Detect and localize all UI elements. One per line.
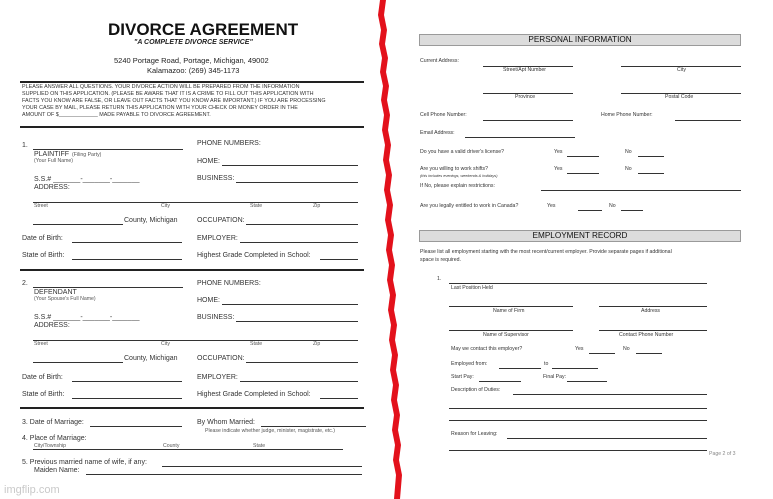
instructions-line: FACTS YOU KNOW ARE FALSE, OR LEAVE OUT FACTS THAT YOU KNOW ARE IMPORTANT.) IF YOU ARE PROCESSING: [22, 98, 326, 104]
ss-field[interactable]: S.S.# _______-_______-_______: [34, 314, 140, 321]
form-title: DIVORCE AGREEMENT: [108, 20, 299, 39]
shifts-no: No: [625, 166, 632, 172]
may-contact-no: No: [623, 346, 630, 352]
address-line[interactable]: [33, 202, 358, 203]
personal-info-header: PERSONAL INFORMATION: [419, 34, 741, 46]
home-phone-line[interactable]: [675, 120, 741, 121]
red-tear-divider: [372, 0, 406, 499]
final-pay-line[interactable]: [567, 381, 607, 382]
occupation-label: OCCUPATION:: [197, 217, 245, 224]
dob-line[interactable]: [72, 242, 182, 243]
phone-numbers-label: PHONE NUMBERS:: [197, 280, 261, 287]
duties-line[interactable]: [449, 408, 707, 409]
by-whom-note: Please indicate whether judge, minister, magistrate, etc.): [205, 428, 336, 434]
start-pay-line[interactable]: [479, 381, 521, 382]
employed-to-line[interactable]: [552, 368, 598, 369]
city-caption: City: [161, 341, 170, 347]
occupation-line[interactable]: [246, 224, 358, 225]
employed-from-line[interactable]: [499, 368, 541, 369]
shifts-question: Are you willing to work shifts?: [420, 166, 489, 172]
may-contact-no-line[interactable]: [636, 353, 662, 354]
state-caption: State: [250, 203, 263, 209]
street-caption: Street: [34, 203, 48, 209]
employer-label: EMPLOYER:: [197, 235, 238, 242]
instructions-line: YOUR CASE BY MAIL, PLEASE RETURN THIS APPLICATION WITH YOUR CHECK OR MONEY ORDER IN THE: [22, 105, 298, 111]
cell-phone-line[interactable]: [483, 120, 573, 121]
employer-line[interactable]: [240, 242, 358, 243]
zip-caption: Zip: [313, 341, 321, 347]
dob-label: Date of Birth:: [22, 374, 63, 381]
dob-line[interactable]: [72, 381, 182, 382]
party-label: PLAINTIFF: [34, 151, 70, 158]
shifts-yes: Yes: [554, 166, 563, 172]
last-position-label: Last Position Held: [451, 285, 493, 291]
license-yes-line[interactable]: [567, 156, 599, 157]
cell-phone-label: Cell Phone Number:: [420, 112, 467, 118]
license-question: Do you have a valid driver's license?: [420, 149, 505, 155]
party-note: (Filing Party): [72, 152, 102, 158]
employer-line[interactable]: [240, 381, 358, 382]
grade-line[interactable]: [320, 259, 358, 260]
divorce-agreement-form: [0, 0, 385, 499]
leaving-line[interactable]: [449, 450, 707, 451]
phone-numbers-label: PHONE NUMBERS:: [197, 140, 261, 147]
previous-name-label: 5. Previous married name of wife, if any:: [22, 459, 147, 466]
street-caption: Street: [34, 341, 48, 347]
section-number: 2.: [22, 280, 28, 287]
firm-address-caption: Address: [641, 308, 661, 314]
employment-record-header: EMPLOYMENT RECORD: [419, 230, 741, 242]
employment-item-number: 1.: [437, 276, 442, 282]
firm-line[interactable]: [449, 306, 573, 307]
may-contact-yes-line[interactable]: [589, 353, 615, 354]
home-phone-line[interactable]: [222, 165, 358, 166]
date-of-marriage-label: 3. Date of Marriage:: [22, 419, 84, 426]
duties-line[interactable]: [449, 420, 707, 421]
plaintiff-name-line[interactable]: [33, 149, 183, 150]
email-label: Email Address:: [420, 130, 455, 136]
employment-intro: Please list all employment starting with the most recent/current employer. Provide separate pages if additional: [420, 249, 672, 255]
job-application-form: [403, 0, 773, 499]
maiden-name-line[interactable]: [86, 474, 362, 475]
page-number: Page 2 of 3: [709, 451, 736, 457]
city-caption: City: [677, 67, 686, 73]
instructions-line: PLEASE ANSWER ALL QUESTIONS. YOUR DIVORCE ACTION WILL BE PREPARED FROM THE INFORMATION: [22, 84, 300, 90]
sob-line[interactable]: [72, 259, 182, 260]
canada-no-line[interactable]: [621, 210, 643, 211]
canada-question: Are you legally entitled to work in Canada?: [420, 203, 519, 209]
postal-caption: Postal Code: [665, 94, 694, 100]
grade-label: Highest Grade Completed in School:: [197, 391, 311, 398]
business-phone-label: BUSINESS:: [197, 314, 235, 321]
occupation-line[interactable]: [246, 362, 358, 363]
final-pay-label: Final Pay:: [543, 374, 567, 380]
province-caption: Province: [515, 94, 536, 100]
header-rule: [20, 81, 364, 83]
contact-phone-caption: Contact Phone Number: [619, 332, 674, 338]
county-caption: County: [163, 443, 180, 449]
item-line[interactable]: [449, 283, 707, 284]
license-yes: Yes: [554, 149, 563, 155]
date-of-marriage-line[interactable]: [90, 426, 182, 427]
section-number: 1.: [22, 142, 28, 149]
zip-caption: Zip: [313, 203, 321, 209]
company-address: 5240 Portage Road, Portage, Michigan, 49002: [114, 56, 269, 65]
city-caption: City: [161, 203, 170, 209]
tear-stroke: [378, 0, 402, 499]
address-line[interactable]: [33, 340, 358, 341]
employed-from-label: Employed from:: [451, 361, 488, 367]
state-caption: State: [253, 443, 266, 449]
business-phone-line[interactable]: [236, 321, 358, 322]
may-contact-yes: Yes: [575, 346, 584, 352]
firm-name-caption: Name of Firm: [493, 308, 525, 314]
home-phone-label: Home Phone Number:: [601, 112, 653, 118]
duties-line[interactable]: [513, 394, 707, 395]
ss-field[interactable]: S.S.# _______-_______-_______: [34, 176, 140, 183]
form-subtitle: "A COMPLETE DIVORCE SERVICE": [134, 39, 253, 46]
employment-intro-cont: space is required.: [420, 257, 461, 263]
address-label: ADDRESS:: [34, 322, 70, 329]
sob-line[interactable]: [72, 398, 182, 399]
home-phone-line[interactable]: [222, 304, 358, 305]
start-pay-label: Start Pay:: [451, 374, 474, 380]
supervisor-caption: Name of Supervisor: [483, 332, 529, 338]
duties-label: Description of Duties:: [451, 387, 501, 393]
restrictions-label: If No, please explain restrictions:: [420, 183, 495, 189]
leaving-line[interactable]: [507, 438, 707, 439]
address-label: ADDRESS:: [34, 184, 70, 191]
instructions-line: AMOUNT OF $_____________ MADE PAYABLE TO DIVORCE AGREEMENT.: [22, 112, 211, 118]
county-label: County, Michigan: [124, 355, 178, 362]
shifts-yes-line[interactable]: [567, 173, 599, 174]
contact-phone-line[interactable]: [599, 330, 707, 331]
home-phone-label: HOME:: [197, 158, 220, 165]
dob-label: Date of Birth:: [22, 235, 63, 242]
city-township-caption: City/Township: [34, 443, 67, 449]
section-rule: [20, 407, 364, 409]
section-rule: [20, 269, 364, 271]
license-no-line[interactable]: [638, 156, 664, 157]
firm-address-line[interactable]: [599, 306, 707, 307]
maiden-name-label: Maiden Name:: [34, 467, 80, 474]
defendant-name-line[interactable]: [33, 287, 183, 288]
company-phone: Kalamazoo: (269) 345-1173: [147, 66, 240, 75]
employer-label: EMPLOYER:: [197, 374, 238, 381]
sob-label: State of Birth:: [22, 252, 65, 259]
county-label: County, Michigan: [124, 217, 178, 224]
supervisor-line[interactable]: [449, 330, 573, 331]
occupation-label: OCCUPATION:: [197, 355, 245, 362]
restrictions-line[interactable]: [541, 190, 741, 191]
home-phone-label: HOME:: [197, 297, 220, 304]
by-whom-label: By Whom Married:: [197, 419, 255, 426]
name-note: (Your Spouse's Full Name): [34, 296, 96, 302]
canada-no: No: [609, 203, 616, 209]
sob-label: State of Birth:: [22, 391, 65, 398]
grade-line[interactable]: [320, 398, 358, 399]
previous-name-line[interactable]: [162, 466, 362, 467]
name-note: (Your Full Name): [34, 158, 74, 164]
county-line[interactable]: [33, 362, 123, 363]
party-label: DEFENDANT: [34, 289, 77, 296]
county-line[interactable]: [33, 224, 123, 225]
shifts-no-line[interactable]: [638, 173, 664, 174]
instructions-line: SUPPLIED ON THIS APPLICATION. (PLEASE BE AWARE THAT IT IS A CRIME TO FILL OUT THIS APPLICATION WITH: [22, 91, 314, 97]
section-rule: [20, 126, 364, 128]
place-of-marriage-line[interactable]: [33, 449, 343, 450]
current-address-label: Current Address:: [420, 58, 459, 64]
place-of-marriage-label: 4. Place of Marriage:: [22, 435, 87, 442]
shifts-note: (this includes evenings, weekends & holidays): [420, 174, 498, 178]
street-caption: Street/Apt Number: [503, 67, 546, 73]
canada-yes: Yes: [547, 203, 556, 209]
watermark: imgflip.com: [4, 484, 60, 496]
may-contact-question: May we contact this employer?: [451, 346, 523, 352]
business-phone-line[interactable]: [236, 182, 358, 183]
license-no: No: [625, 149, 632, 155]
state-caption: State: [250, 341, 263, 347]
canada-yes-line[interactable]: [578, 210, 602, 211]
email-line[interactable]: [465, 137, 575, 138]
business-phone-label: BUSINESS:: [197, 175, 235, 182]
by-whom-line[interactable]: [261, 426, 366, 427]
employed-to-label: to: [544, 361, 549, 367]
grade-label: Highest Grade Completed in School:: [197, 252, 311, 259]
leaving-label: Reason for Leaving:: [451, 431, 498, 437]
